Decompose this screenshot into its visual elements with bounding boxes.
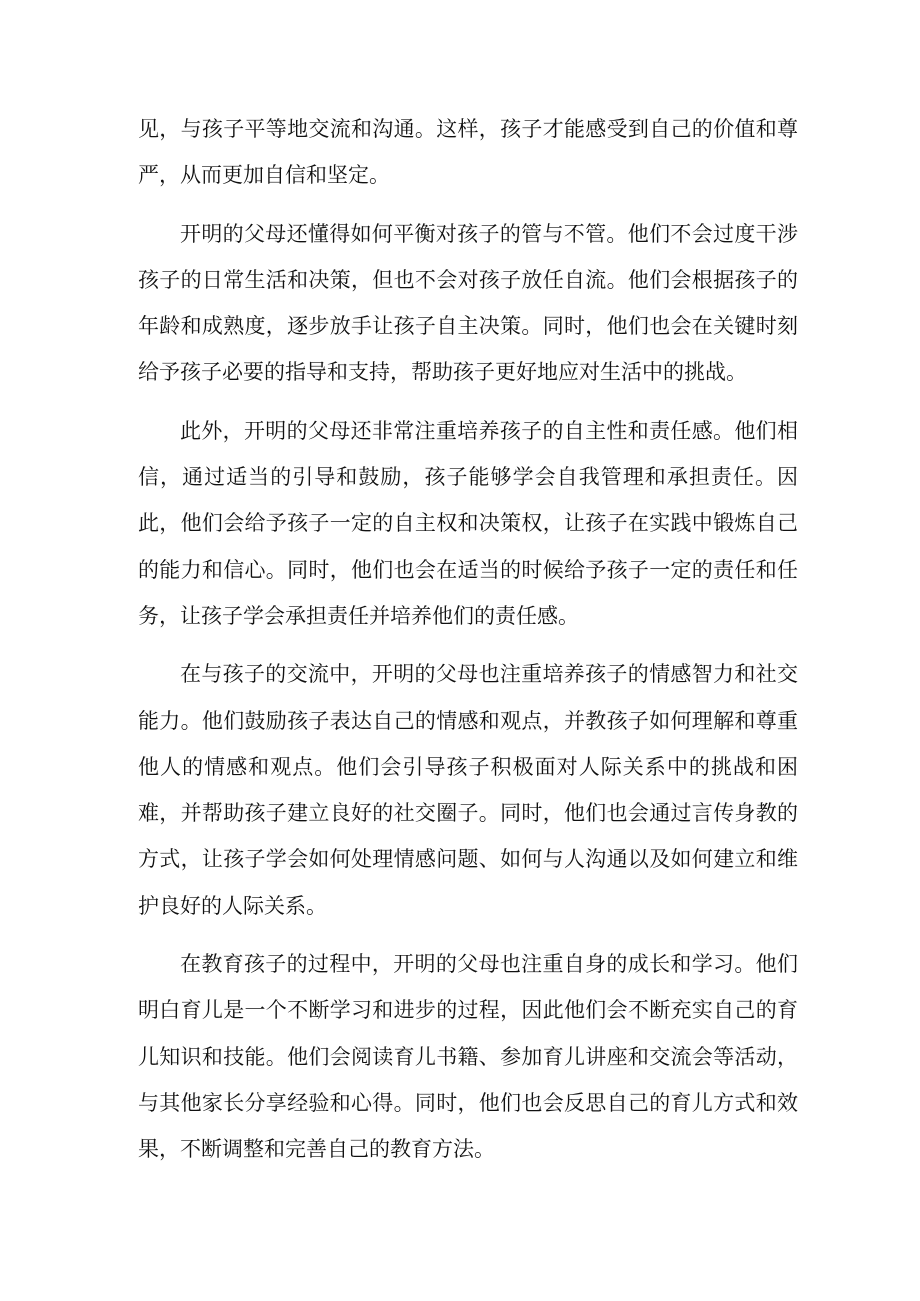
paragraph-3: 此外，开明的父母还非常注重培养孩子的自主性和责任感。他们相信，通过适当的引导和鼓励，孩子能够学会自我管理和承担责任。因此，他们会给予孩子一定的自主权和决策权，让孩子在实践中锻炼自己的能力和信心。同时，他们也会在适当的时候给予孩子一定的责任和任务，让孩子学会承担责任并培养他们的责任感。 bbox=[138, 418, 798, 628]
paragraph-2: 开明的父母还懂得如何平衡对孩子的管与不管。他们不会过度干涉孩子的日常生活和决策，但也不会对孩子放任自流。他们会根据孩子的年龄和成熟度，逐步放手让孩子自主决策。同时，他们也会在关键时刻给予孩子必要的指导和支持，帮助孩子更好地应对生活中的挑战。 bbox=[138, 221, 798, 385]
paragraph-5: 在教育孩子的过程中，开明的父母也注重自身的成长和学习。他们明白育儿是一个不断学习和进步的过程，因此他们会不断充实自己的育儿知识和技能。他们会阅读育儿书籍、参加育儿讲座和交流会等活动，与其他家长分享经验和心得。同时，他们也会反思自己的育儿方式和效果，不断调整和完善自己的教育方法。 bbox=[138, 952, 798, 1162]
paragraph-1: 见，与孩子平等地交流和沟通。这样，孩子才能感受到自己的价值和尊严，从而更加自信和坚定。 bbox=[138, 117, 798, 188]
paragraph-4: 在与孩子的交流中，开明的父母也注重培养孩子的情感智力和社交能力。他们鼓励孩子表达自己的情感和观点，并教孩子如何理解和尊重他人的情感和观点。他们会引导孩子积极面对人际关系中的挑战和困难，并帮助孩子建立良好的社交圈子。同时，他们也会通过言传身教的方式，让孩子学会如何处理情感问题、如何与人沟通以及如何建立和维护良好的人际关系。 bbox=[138, 662, 798, 918]
document-body bbox=[138, 106, 798, 1185]
